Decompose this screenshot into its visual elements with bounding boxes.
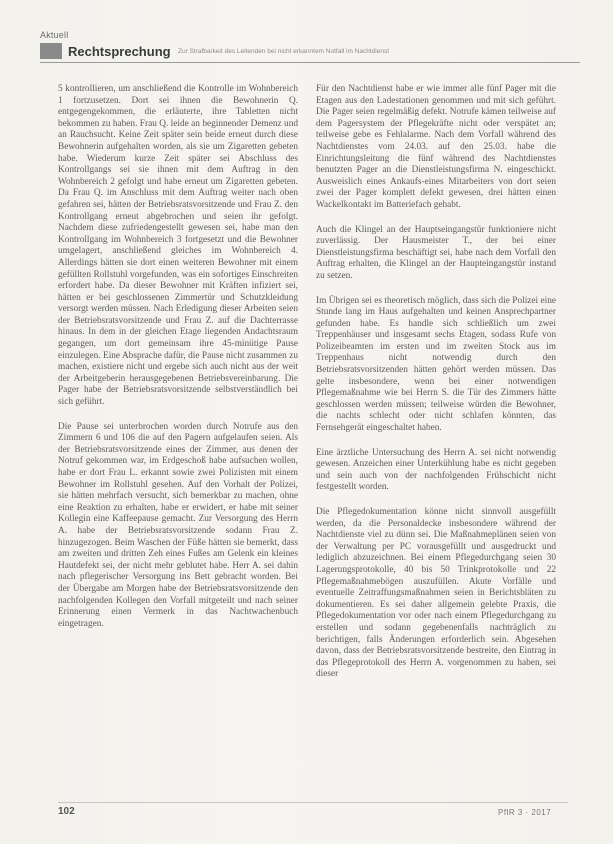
section-tag: Aktuell	[40, 30, 69, 40]
header-color-bar	[40, 43, 62, 59]
right-column	[316, 84, 556, 694]
issue-label: PflR 3 · 2017	[498, 808, 552, 817]
paragraph: Die Pflegedokumentation könne nicht sinnvoll ausgefüllt werden, da die Personaldecke insbesondere während der Nachtdienste viel zu dünn sei. Die Maßnahmeplänen seien von der Verwaltung per PC vorausgefüllt und ausgedruckt und lediglich abzuzeichnen. Bei einem Pflegedurchgang seien 30 Lagerungsprotokolle, 40 bis 50 Trinkprotokolle und 22 Pflegemaßnahmebögen auszufüllen. Akute Vorfälle und eventuelle Zeitraffungsmaßnahmen seien in Berichtsbläten zu dokumentieren. Es sei daher allgemein gelebte Praxis, die Pflegedokumentation vor oder nach einem Pflegedurchgang zu erstellen und sodann gegebenenfalls nachträglich zu berichtigen, falls Änderungen erforderlich sein. Abgesehen davon, dass der Betriebsratsvorsitzende bestreite, den Eintrag in das Pflegeprotokoll des Herrn A. vorgenommen zu haben, sei dieser	[316, 507, 556, 680]
paragraph: Eine ärztliche Untersuchung des Herrn A. sei nicht notwendig gewesen. Anzeichen einer Unterkühlung habe es nicht gegeben und sein auch von der nachfolgenden Frühschicht nicht festgestellt worden.	[316, 447, 556, 493]
paragraph: 5 kontrollieren, um anschließend die Kontrolle im Wohnbereich 1 fortzusetzen. Dort sei ihnen die Bewohnerin Q. entgegengekommen, die erläuterte, ihre Tabletten nicht bekommen zu haben. Frau Q. leide an beginnender Demenz und an Rauchsucht. Keine Zeit später sein beide erneut durch diese Bewohnerin aufgehalten worden, als sie um Zigaretten gebeten habe. Wiederum kurze Zeit später sei Abschluss des Kontrollgangs sei sie ihnen mit dem Auftrag in den Wohnbereich 2 gefolgt und habe erneut um Zigaretten gebeten. Da Frau Q. im Anschluss mit dem Auftrag weiter nach oben gefahren sei, hätten der Betriebsratsvorsitzende und Frau Z. den Kontrollgang erneut abgebrochen und seien ihr gefolgt. Nachdem diese zufriedengestellt gewesen sei, habe man den Kontrollgang im Wohnbereich 3 fortgesetzt und die Bewohner umgelagert, anschließend gleiches im Wohnbereich 4. Allerdings hätten sie dort einen weiteren Bewohner mit einem gefüllten Rollstuhl vorgefunden, was ein sofortiges Einschreiten erfordert habe. Da dieser Bewohner mit Kräften infiziert sei, hätten er bei geschlossenen Zimmertür und Schutzkleidung versorgt werden müssen. Nach Erledigung dieser Arbeiten seien der Betriebsratsvorsitzende und Frau Z. auf die Dachterrasse hinaus. In dem in der gleichen Etage liegenden Andachtsraum gegangen, um dort gemeinsam ihre 45-minütige Pause einzulegen. Eine Absprache dafür, die Pause nicht zusammen zu machen, existiere nicht und ergebe sich auch nicht aus der weit der Arbeitgeberin herausgegebenen Betriebsvereinbarung. Die Pager habe der Betriebsratsvorsitzende selbstverständlich bei sich geführt.	[58, 84, 298, 408]
header-subtitle: Zur Strafbarkeit des Leitenden bei nicht erkanntem Notfall im Nachtdienst	[178, 48, 389, 55]
paragraph: Im Übrigen sei es theoretisch möglich, dass sich die Polizei eine Stunde lang im Haus aufgehalten und keinen Ansprechpartner gefunden habe. Es handle sich schließlich um zwei Treppenhäuser und insgesamt sechs Etagen, sodass Rufe von Polizeibeamten im ersten und im zweiten Stock aus im Treppenhaus nicht notwendig durch den Betriebsratsvorsitzenden hätten gehört werden müssen. Das gelte insbesondere, wenn bei einer notwendigen Pflegemaßnahme wie bei Herrn S. die Tür des Zimmers hätte geschlossen werden müssen; teilweise würden die Bewohner, die nachts schlecht oder nicht schlafen könnten, das Fernsehgerät eingeschaltet haben.	[316, 295, 556, 434]
page-number: 102	[58, 806, 75, 817]
left-column	[58, 84, 298, 643]
header-title: Rechtsprechung	[68, 44, 171, 59]
paragraph: Für den Nachtdienst habe er wie immer alle fünf Pager mit die Etagen aus den Ladestationen genommen und mit sich geführt. Die Pager seien regelmäßig defekt. Notrufe kämen teilweise auf dem Pagersystem der Pflegekräfte nicht oder verspätet an; teilweise gebe es Fehlalarme. Nach dem Vorfall während des Nachtdienstes vom 24.03. auf den 25.03. habe die Einrichtungsleitung die fünf während des Nachtdienstes benutzten Pager an die Dienstleistungsfirma N. eingeschickt. Ausweislich eines Ankaufs-eines Mitarbeiters von dort seien zwei der Pager komplett defekt gewesen, drei hätten einen Wackelkontakt im Batteriefach gehabt.	[316, 84, 556, 210]
footer-divider	[58, 802, 568, 803]
header-divider	[40, 62, 580, 63]
paragraph: Die Pause sei unterbrochen worden durch Notrufe aus den Zimmern 6 und 106 die auf den Pagern aufgelaufen seien. Als der Betriebsratsvorsitzende eines der Zimmer, aus denen der Notruf gekommen war, im Erdgeschoß habe aufsuchen wollen, habe er dort Frau L. erkannt sowie zwei Polizisten mit einem Bewohner im Rollstuhl gesehen. Auf den Vorhalt der Polizei, sie hätten mehrfach versucht, sich bemerkbar zu machen, ohne eine Reaktion zu erhalten, habe er erwidert, er habe mit seiner Kollegin eine Kaffeepause gemacht. Zur Versorgung des Herrn A. habe der Betriebsratsvorsitzende sodann Frau Z. hinzugezogen. Beim Waschen der Füße hätten sie bemerkt, dass am zweiten und dritten Zeh eines Fußes am Gelenk ein kleines Hautdefekt sei, der nicht mehr geblutet habe. Herr A. sei dahin nach pflegerischer Versorgung ins Bett gebracht worden. Bei der Übergabe am Morgen habe der Betriebsratsvorsitzende den nachfolgenden Kollegen den Vorfall mitgeteilt und nach seiner Erinnerung einen Vermerk in das Nachtwachenbuch eingetragen.	[58, 421, 298, 629]
paragraph: Auch die Klingel an der Hauptseingangstür funktioniere nicht zuverlässig. Der Hausmeister T., der bei einer Dienstleistungsfirma beschäftigt sei, habe nach dem Vorfall den Auftrag erhalten, die Klingel an der Haupteingangstür instand zu setzen.	[316, 224, 556, 281]
